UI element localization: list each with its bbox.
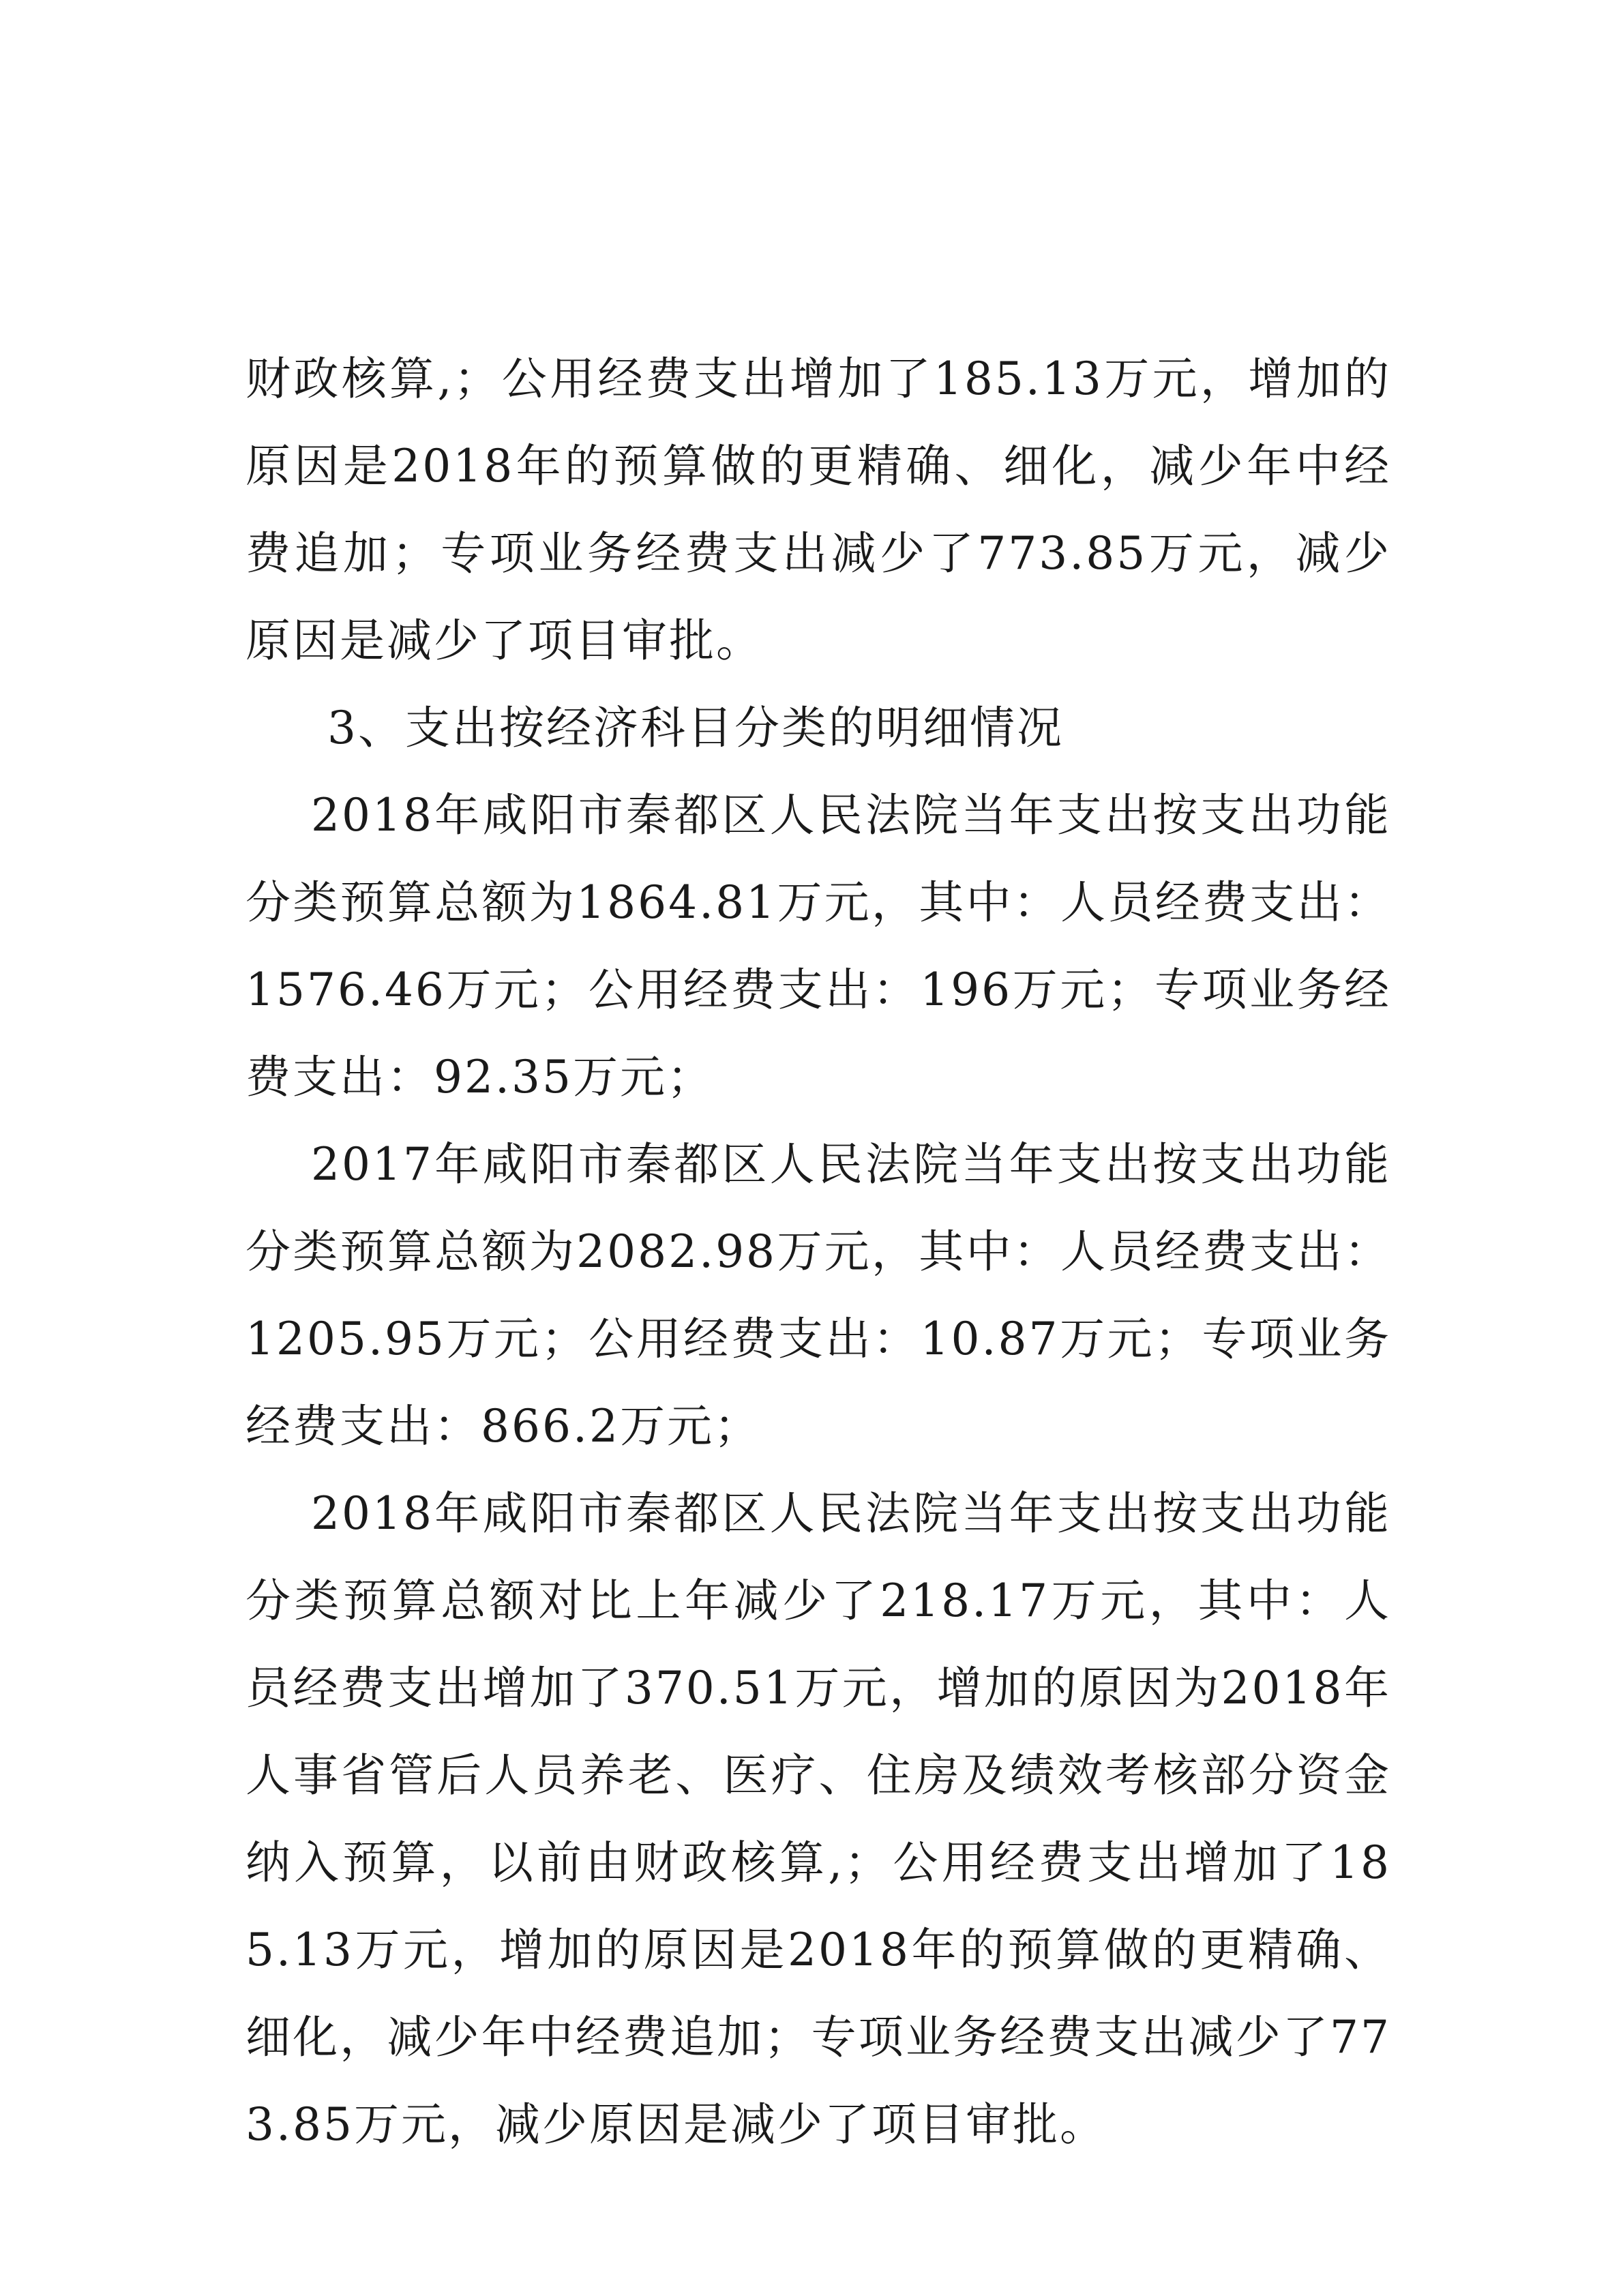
continuation-paragraph: 财政核算,；公用经费支出增加了185.13万元，增加的原因是2018年的预算做的更精确、细化，减少年中经费追加；专项业务经费支出减少了773.85万元，减少原因是减少了项目审批。 xyxy=(245,353,1391,667)
paragraph-2017-summary: 2017年咸阳市秦都区人民法院当年支出按支出功能分类预算总额为2082.98万元，其中：人员经费支出：1205.95万元；公用经费支出：10.87万元；专项业务经费支出：866.2万元； xyxy=(245,1138,1391,1452)
document-body xyxy=(245,336,1391,2168)
section-heading: 3、支出按经济科目分类的明细情况 xyxy=(327,702,1064,754)
paragraph-2018-summary: 2018年咸阳市秦都区人民法院当年支出按支出功能分类预算总额为1864.81万元，其中：人员经费支出：1576.46万元；公用经费支出：196万元；专项业务经费支出：92.35万元； xyxy=(245,789,1391,1103)
paragraph-comparison: 2018年咸阳市秦都区人民法院当年支出按支出功能分类预算总额对比上年减少了218.17万元，其中：人员经费支出增加了370.51万元，增加的原因为2018年人事省管后人员养老、医疗、住房及绩效考核部分资金纳入预算，以前由财政核算,；公用经费支出增加了185.13万元，增加的原因是2018年的预算做的更精确、细化，减少年中经费追加；专项业务经费支出减少了773.85万元，减少原因是减少了项目审批。 xyxy=(245,1487,1391,2151)
